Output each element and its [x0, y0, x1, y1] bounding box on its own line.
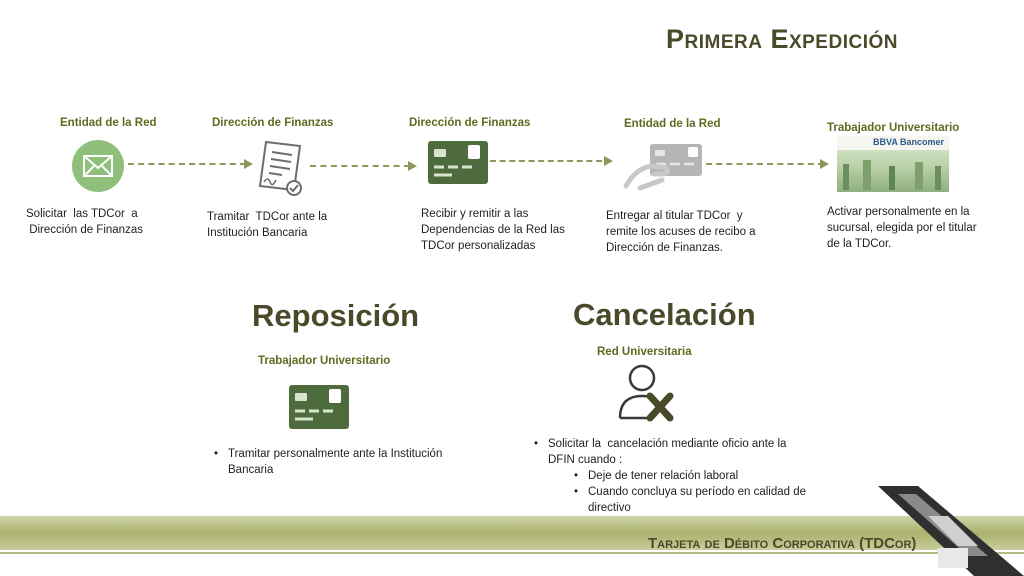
step-3-actor: Dirección de Finanzas — [409, 117, 531, 129]
cancelacion-actor: Red Universitaria — [597, 346, 692, 358]
step-3-description: Recibir y remitir a las Dependencias de la Red las TDCor personalizadas — [421, 208, 565, 252]
arrow-4-icon — [820, 159, 829, 169]
hand-card-icon — [622, 142, 704, 192]
connector-3 — [490, 160, 602, 162]
reposicion-actor: Trabajador Universitario — [258, 355, 391, 367]
step-5-description: Activar personalmente en la sucursal, elegida por el titular de la TDCor. — [827, 206, 977, 250]
step-4-description: Entregar al titular TDCor y remite los acuses de recibo a Dirección de Finanzas. — [606, 210, 756, 254]
step-5-actor: Trabajador Universitario — [827, 122, 960, 134]
envelope-icon — [70, 139, 126, 193]
footer-title: Tarjeta de Débito Corporativa (TDCor) — [648, 535, 917, 552]
arrow-2-icon — [408, 161, 417, 171]
card-icon — [428, 141, 488, 184]
step-1-actor: Entidad de la Red — [60, 117, 157, 129]
cancelacion-sub-bullet-1: • Deje de tener relación laboral — [572, 468, 832, 484]
step-4-actor: Entidad de la Red — [624, 118, 721, 130]
reposicion-title: Reposición — [252, 298, 420, 333]
reposicion-bullets — [212, 446, 482, 478]
page-title: Primera Expedición — [666, 24, 898, 54]
arrow-3-icon — [604, 156, 613, 166]
reposicion-bullet: • Tramitar personalmente ante la Institución Bancaria — [212, 446, 482, 478]
step-1-description: Solicitar las TDCor a Dirección de Finanzas — [26, 208, 143, 236]
step-2-description: Tramitar TDCor ante la Institución Bancaria — [207, 211, 328, 239]
cancelacion-bullet: Solicitar la cancelación mediante oficio ante la DFIN cuando : — [548, 438, 787, 466]
cancelacion-sub-bullet-2: • Cuando concluya su período en calidad de directivo — [572, 484, 832, 516]
step-2-actor: Dirección de Finanzas — [212, 117, 334, 129]
connector-1 — [128, 163, 246, 165]
corner-decoration — [878, 486, 1024, 576]
bank-logo-text: BBVA Bancomer — [873, 137, 945, 147]
user-cancel-icon — [618, 362, 676, 422]
connector-2 — [310, 165, 410, 167]
reposicion-card-icon — [289, 385, 349, 429]
cancelacion-title: Cancelación — [573, 297, 756, 332]
connector-4 — [706, 163, 824, 165]
footer-line — [0, 552, 1024, 554]
document-icon — [256, 138, 306, 198]
arrow-1-icon — [244, 159, 253, 169]
bank-branch-photo — [837, 136, 949, 192]
